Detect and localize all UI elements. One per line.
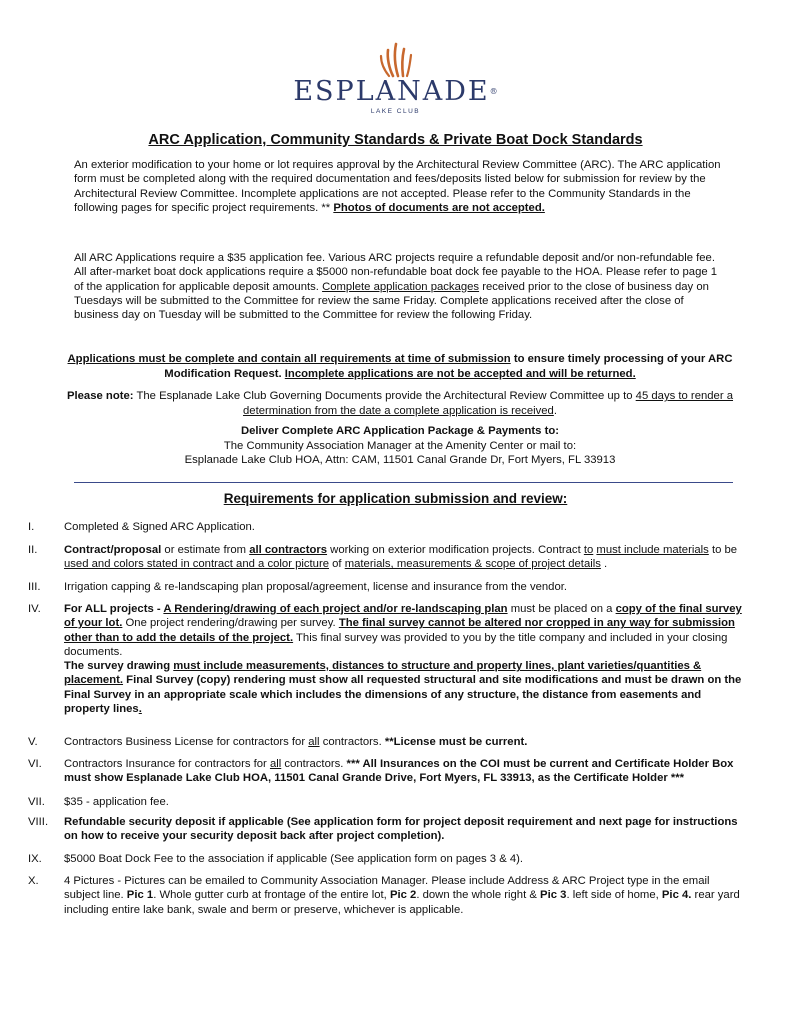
fees-paragraph: All ARC Applications require a $35 application fee. Various ARC projects require a refundable deposit and/or non-refundable fee. All after-market boat dock applications require a $5000 non-refundable boat dock fee payable to the HOA. Please refer to page 1 of the application for applicable deposit amounts. Complete application packages received prior to the close of business day on Tuesdays will be submitted to the Committee for review the same Friday. Complete applications received after the close of business day on Tuesday will be submitted to the Committee for review the following Friday. <box>74 252 718 322</box>
requirement-item: VII. $35 - application fee. <box>28 796 169 808</box>
divider <box>74 482 733 483</box>
reeds-icon <box>376 42 416 78</box>
document-title: ARC Application, Community Standards & Private Boat Dock Standards <box>148 132 643 148</box>
completeness-notice: Applications must be complete and contain all requirements at time of submission to ensure timely processing of your ARC Modification Request. Incomplete applications are not be accepted and will be returned. <box>67 353 733 380</box>
delivery-line-1: The Community Association Manager at the Amenity Center or mail to: <box>223 439 577 452</box>
delivery-instructions <box>60 424 740 468</box>
requirement-item: VIII. Refundable security deposit if applicable (See application form for project deposit requirement and next page for instructions on how to receive your security deposit back after project completion). <box>28 816 738 843</box>
delivery-heading: Deliver Complete ARC Application Package & Payments to: <box>240 425 560 437</box>
delivery-address: Esplanade Lake Club HOA, Attn: CAM, 11501 Canal Grande Dr, Fort Myers, FL 33913 <box>184 454 616 466</box>
requirement-item: I. Completed & Signed ARC Application. <box>28 521 255 533</box>
requirement-item: IV. For ALL projects - A Rendering/drawing of each project and/or re-landscaping plan must be placed on a copy of the final survey of your lot. One project rendering/drawing per survey. The final survey cannot be altered nor cropped in any way for submission other than to add the details of the project. This final survey was provided to you by the title company and included in your closing documents. The survey drawing must include measurements, distances to structure and property lines, plant varieties/quantities & placement. Final Survey (copy) rendering must show all requested structural and site modifications and must be drawn on the Final Survey in an appropriate scale which includes the dimensions of any structure, the distance from easements and property lines. <box>28 603 742 716</box>
brand-tagline: LAKE CLUB <box>370 108 421 115</box>
requirement-item: IX. $5000 Boat Dock Fee to the association if applicable (See application form on pages 3 & 4). <box>28 853 524 865</box>
requirement-item: X. 4 Pictures - Pictures can be emailed to Community Association Manager. Please include Address & ARC Project type in the email subject line. Pic 1. Whole gutter curb at frontage of the entire lot, Pic 2. down the whole right & Pic 3. left side of home, Pic 4. rear yard including entire lake bank, swale and berm or preserve, whichever is applicable. <box>28 875 740 916</box>
requirement-item: II. Contract/proposal or estimate from all contractors working on exterior modification projects. Contract to must include materials to be used and colors stated in contract and a color picture of materials, measurements & scope of project details . <box>28 544 738 571</box>
requirement-item: VI. Contractors Insurance for contractors for all contractors. *** All Insurances on the COI must be current and Certificate Holder Box must show Esplanade Lake Club HOA, 11501 Canal Grande Drive, Fort Myers, FL 33913, as the Certificate Holder *** <box>28 758 734 785</box>
requirement-item: III. Irrigation capping & re-landscaping plan proposal/agreement, license and insurance from the vendor. <box>28 581 568 593</box>
requirement-item: V. Contractors Business License for contractors for all contractors. **License must be current. <box>28 736 528 748</box>
brand-name: ESPLANADE® <box>293 76 498 107</box>
please-note: Please note: The Esplanade Lake Club Governing Documents provide the Architectural Review Committee up to 45 days to render a determination from the date a complete application is received. <box>66 390 734 417</box>
esplanade-logo <box>0 42 791 115</box>
intro-paragraph: An exterior modification to your home or lot requires approval by the Architectural Review Committee (ARC). The ARC application form must be completed along with the required documentation and fees/deposits listed below for submission for review by the Architectural Review Committee. Incomplete applications are not accepted. Please refer to the Community Standards in the following pages for specific project requirements. ** Photos of documents are not accepted. <box>74 159 721 214</box>
requirements-heading: Requirements for application submission and review: <box>223 491 568 506</box>
